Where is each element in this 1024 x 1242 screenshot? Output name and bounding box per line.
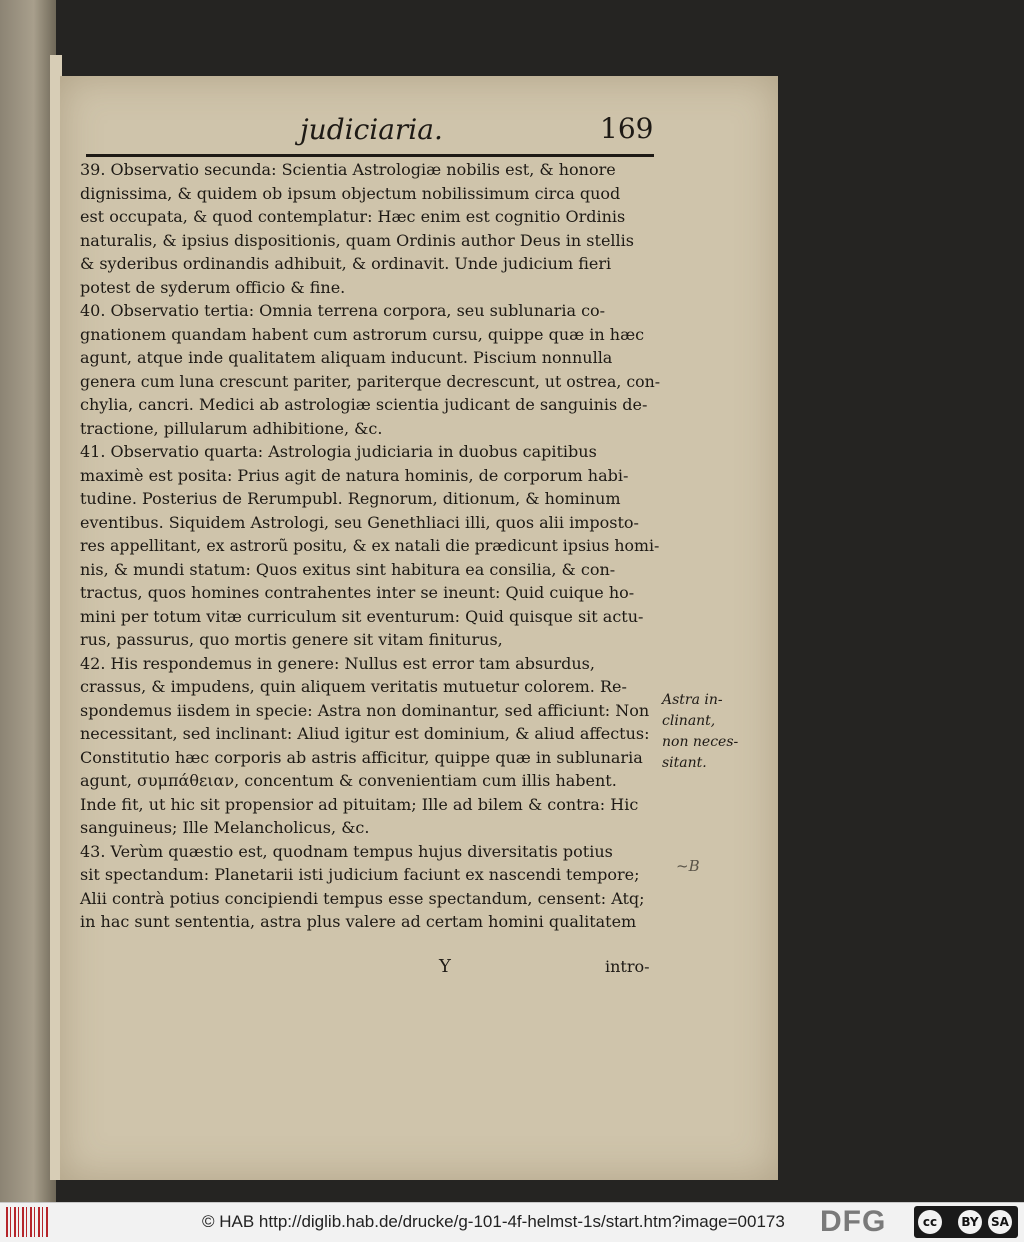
text-line: chylia, cancri. Medici ab astrologiæ scientia judicant de sanguinis de- — [80, 395, 648, 414]
text-line: mini per totum vitæ curriculum sit eventurum: Quid quisque sit actu- — [80, 606, 644, 626]
text-line: agunt, atque inde qualitatem aliquam inducunt. Piscium nonnulla — [80, 348, 613, 367]
text-line: spondemus iisdem in specie: Astra non dominantur, sed afficiunt: Non — [80, 700, 650, 720]
margin-note-line: sitant. — [662, 755, 707, 771]
text-line: eventibus. Siquidem Astrologi, seu Genethliaci illi, quos alii imposto- — [80, 512, 639, 532]
text-line: in hac sunt sententia, astra plus valere ad certam homini qualitatem — [80, 912, 637, 931]
source-credit-link[interactable]: © HAB http://diglib.hab.de/drucke/g-101-4f-helmst-1s/start.htm?image=00173 — [202, 1212, 785, 1231]
catchword: intro- — [605, 957, 650, 976]
text-line: naturalis, & ipsius dispositionis, quam Ordinis author Deus in stellis — [80, 230, 634, 250]
text-line: gnationem quandam habent cum astrorum cursu, quippe quæ in hæc — [80, 324, 645, 344]
text-line: est occupata, & quod contemplatur: Hæc enim est cognitio Ordinis — [80, 207, 626, 226]
text-line: rus, passurus, quo mortis genere sit vitam finiturus, — [80, 630, 503, 649]
cc-icon: cc — [918, 1210, 942, 1234]
previous-page-edge — [0, 0, 56, 1202]
header-rule — [86, 154, 654, 157]
text-line: 39. Observatio secunda: Scientia Astrologiæ nobilis est, & honore — [80, 160, 616, 179]
text-line: 41. Observatio quarta: Astrologia judiciaria in duobus capitibus — [80, 442, 597, 461]
by-icon: BY — [958, 1210, 982, 1234]
signature-mark: Y — [439, 956, 451, 977]
text-line: tractione, pillularum adhibitione, &c. — [80, 418, 383, 438]
cc-license-badge[interactable] — [914, 1206, 1018, 1238]
text-line: genera cum luna crescunt pariter, pariterque decrescunt, ut ostrea, con- — [80, 371, 661, 391]
text-line: 43. Verùm quæstio est, quodnam tempus hujus diversitatis potius — [80, 841, 613, 861]
body-text — [80, 158, 660, 934]
text-line: sanguineus; Ille Melancholicus, &c. — [80, 818, 370, 837]
text-line: 42. His respondemus in genere: Nullus est error tam absurdus, — [80, 653, 595, 673]
text-line: maximè est posita: Prius agit de natura hominis, de corporum habi- — [80, 465, 629, 485]
sa-icon: SA — [988, 1210, 1012, 1234]
running-head: judiciaria. — [300, 113, 443, 146]
text-line: Constitutio hæc corporis ab astris afficitur, quippe quæ in sublunaria — [80, 747, 643, 767]
text-line: crassus, & impudens, quin aliquem veritatis mutuetur colorem. Re- — [80, 677, 627, 696]
hab-barcode-logo-icon — [6, 1207, 48, 1237]
text-line: sit spectandum: Planetarii isti judicium faciunt ex nascendi tempore; — [80, 865, 640, 884]
dfg-logo[interactable]: DFG — [820, 1205, 887, 1238]
margin-note-line: non neces- — [662, 734, 739, 750]
text-line: res appellitant, ex astrorũ positu, & ex natali die prædicunt ipsius homi- — [80, 536, 660, 555]
text-line: Alii contrà potius concipiendi tempus esse spectandum, censent: Atq; — [80, 888, 645, 908]
text-line: nis, & mundi statum: Quos exitus sint habitura ea consilia, & con- — [80, 559, 616, 579]
text-line: agunt, συμπάθειαν, concentum & convenientiam cum illis habent. — [80, 771, 617, 790]
page-number: 169 — [600, 112, 654, 145]
text-line: tractus, quos homines contrahentes inter se ineunt: Quid cuique ho- — [80, 583, 635, 602]
viewer-footer — [0, 1202, 1024, 1242]
text-line: Inde fit, ut hic sit propensior ad pituitam; Ille ad bilem & contra: Hic — [80, 794, 639, 814]
margin-note-line: clinant, — [662, 713, 716, 729]
text-line: necessitant, sed inclinant: Aliud igitur est dominium, & aliud affectus: — [80, 724, 650, 743]
text-line: & syderibus ordinandis adhibuit, & ordinavit. Unde judicium fieri — [80, 254, 612, 273]
text-line: potest de syderum officio & fine. — [80, 277, 346, 297]
handwritten-margin-mark: ~B — [676, 857, 700, 875]
text-line: 40. Observatio tertia: Omnia terrena corpora, seu sublunaria co- — [80, 301, 606, 320]
margin-note-line: Astra in- — [662, 692, 723, 708]
margin-note — [662, 690, 752, 774]
text-line: tudine. Posterius de Rerumpubl. Regnorum, ditionum, & hominum — [80, 489, 621, 508]
text-line: dignissima, & quidem ob ipsum objectum nobilissimum circa quod — [80, 183, 621, 203]
